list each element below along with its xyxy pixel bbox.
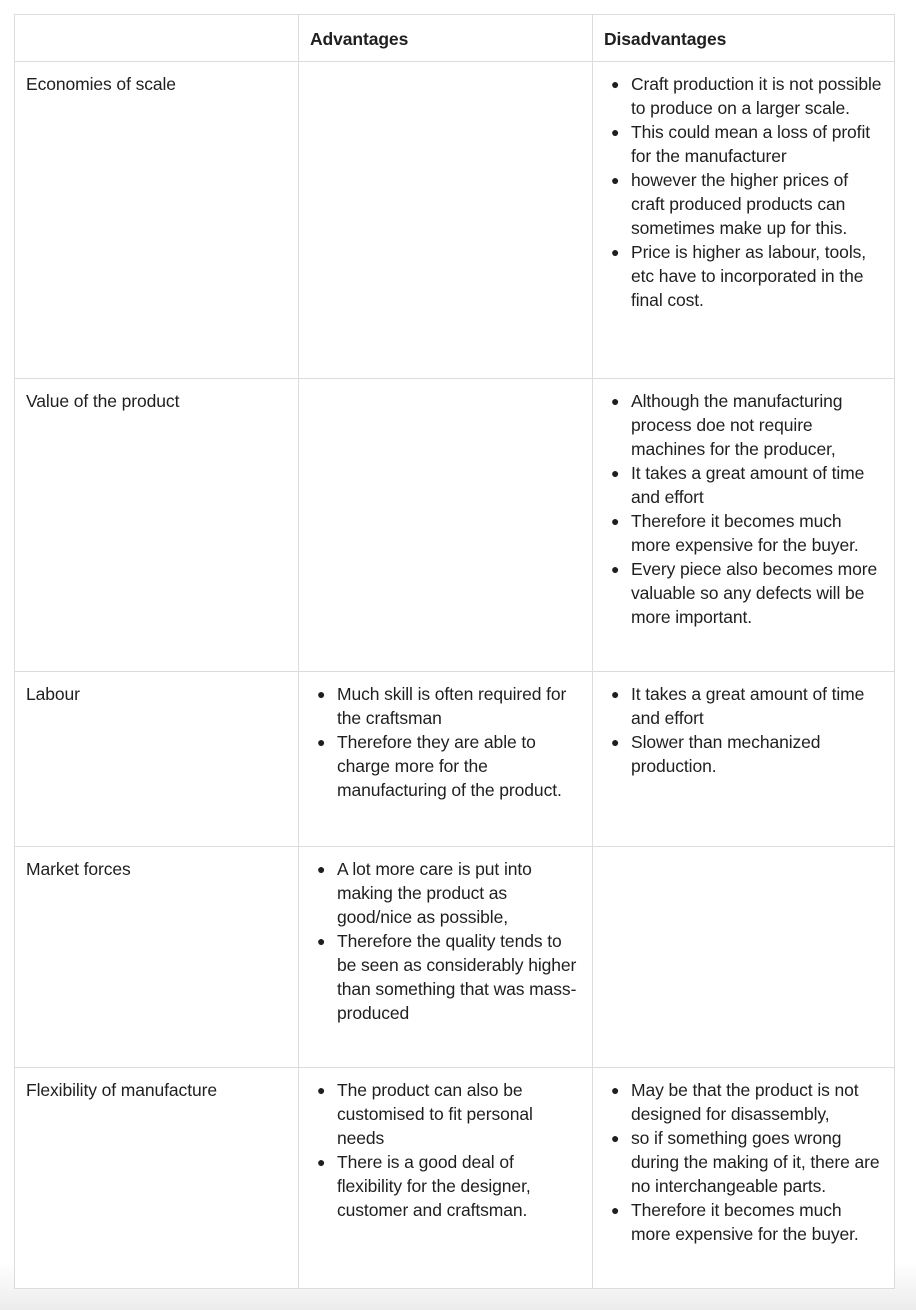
header-row: [15, 15, 895, 62]
bullet-icon: ●: [317, 1082, 326, 1098]
bullet-icon: ●: [317, 861, 326, 877]
list-item: ● Craft production it is not possible to produce on a larger scale.: [611, 74, 882, 118]
factor-cell: Flexibility of manufacture: [15, 1068, 299, 1289]
bullet-icon: ●: [611, 465, 620, 481]
header-factor: [15, 15, 299, 62]
list-item: ● Although the manufacturing process doe not require machines for the producer,: [611, 391, 843, 459]
list-item: ● so if something goes wrong during the making of it, there are no interchangeable parts.: [611, 1128, 880, 1196]
disadvantages-list: [604, 389, 883, 629]
table-row: [15, 1068, 895, 1289]
table-row: [15, 847, 895, 1068]
list-item: ● It takes a great amount of time and effort: [611, 463, 865, 507]
table-row: [15, 672, 895, 847]
disadvantages-cell: [593, 847, 895, 1068]
table-row: [15, 62, 895, 379]
factor-cell: Economies of scale: [15, 62, 299, 379]
list-item: ● There is a good deal of flexibility for the designer, customer and craftsman.: [317, 1152, 531, 1220]
bullet-icon: ●: [611, 393, 620, 409]
factor-cell: Value of the product: [15, 379, 299, 672]
bullet-icon: ●: [611, 1082, 620, 1098]
list-item: ● This could mean a loss of profit for the manufacturer: [611, 122, 870, 166]
bullet-icon: ●: [317, 686, 326, 702]
list-item: ● Much skill is often required for the craftsman: [317, 684, 567, 728]
advantages-cell: [299, 847, 593, 1068]
bullet-icon: ●: [611, 172, 620, 188]
list-item: ● It takes a great amount of time and effort: [611, 684, 865, 728]
list-item: ● Therefore they are able to charge more for the manufacturing of the product.: [317, 732, 562, 800]
disadvantages-cell: [593, 1068, 895, 1289]
list-item: ● May be that the product is not designed for disassembly,: [611, 1080, 859, 1124]
list-item: ● Every piece also becomes more valuable so any defects will be more important.: [611, 559, 878, 627]
advantages-cell: [299, 379, 593, 672]
factor-cell: Labour: [15, 672, 299, 847]
bullet-icon: ●: [611, 1202, 620, 1218]
disadvantages-list: [604, 1078, 883, 1246]
bullet-icon: ●: [611, 686, 620, 702]
bullet-icon: ●: [317, 1154, 326, 1170]
bullet-icon: ●: [611, 124, 620, 140]
bullet-icon: ●: [611, 76, 620, 92]
list-item: ● Therefore it becomes much more expensive for the buyer.: [611, 511, 859, 555]
bullet-icon: ●: [611, 513, 620, 529]
list-item: ● Price is higher as labour, tools, etc have to incorporated in the final cost.: [611, 242, 867, 310]
table-row: [15, 379, 895, 672]
list-item: ● A lot more care is put into making the product as good/nice as possible,: [317, 859, 532, 927]
advantages-list: [310, 682, 581, 802]
bullet-icon: ●: [317, 734, 326, 750]
disadvantages-cell: [593, 62, 895, 379]
header-disadvantages: Disadvantages: [593, 15, 895, 62]
disadvantages-cell: [593, 672, 895, 847]
bullet-icon: ●: [611, 244, 620, 260]
list-item: ● Therefore the quality tends to be seen as considerably higher than something that was mass-produced: [317, 931, 577, 1023]
list-item: ● The product can also be customised to fit personal needs: [317, 1080, 533, 1148]
bullet-icon: ●: [611, 561, 620, 577]
bullet-icon: ●: [611, 1130, 620, 1146]
advantages-list: [310, 1078, 581, 1222]
header-advantages: Advantages: [299, 15, 593, 62]
advantages-cell: [299, 62, 593, 379]
list-item: ● Therefore it becomes much more expensive for the buyer.: [611, 1200, 859, 1244]
advantages-cell: [299, 1068, 593, 1289]
factor-cell: Market forces: [15, 847, 299, 1068]
advantages-cell: [299, 672, 593, 847]
list-item: ● Slower than mechanized production.: [611, 732, 821, 776]
bullet-icon: ●: [317, 933, 326, 949]
advantages-list: [310, 857, 581, 1025]
disadvantages-list: [604, 72, 883, 312]
disadvantages-list: [604, 682, 883, 778]
comparison-table: [14, 14, 895, 1289]
disadvantages-cell: [593, 379, 895, 672]
bullet-icon: ●: [611, 734, 620, 750]
list-item: ● however the higher prices of craft produced products can sometimes make up for this.: [611, 170, 849, 238]
